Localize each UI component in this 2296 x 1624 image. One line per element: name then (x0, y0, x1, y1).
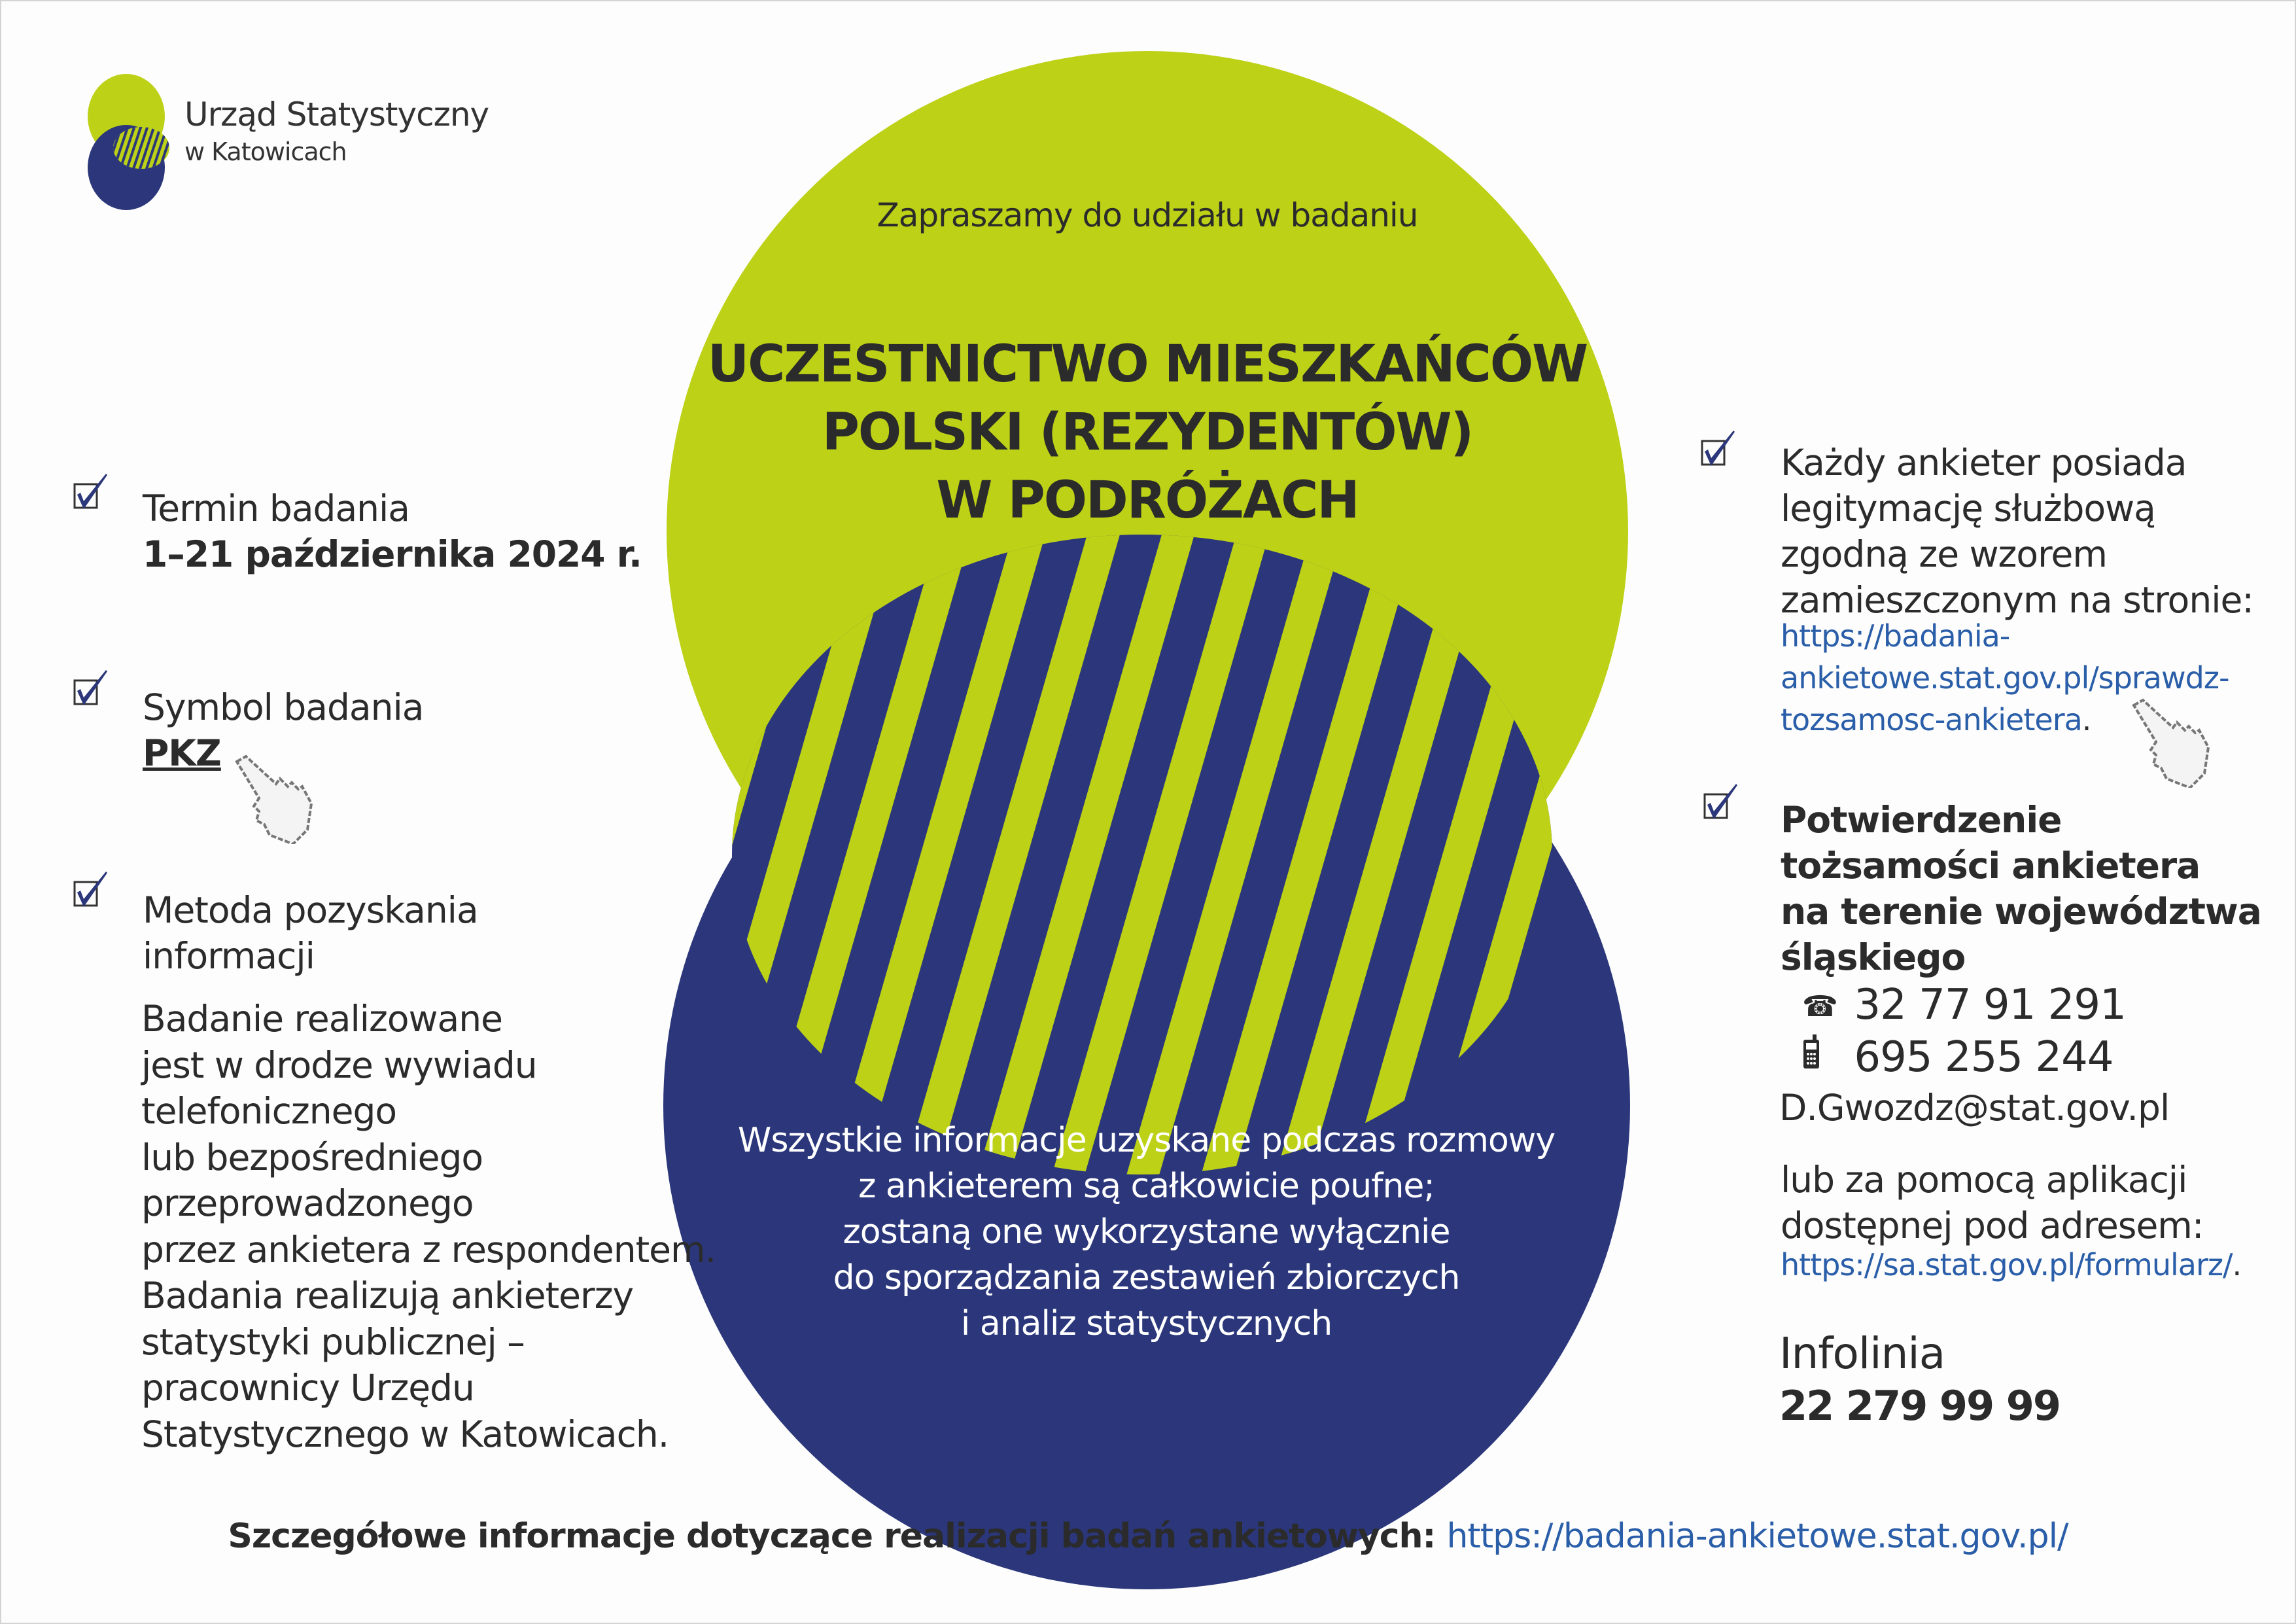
app-info-line: dostępnej pod adresem: (1781, 1205, 2204, 1246)
method-line: Badanie realizowane (141, 998, 502, 1040)
landline-row (1802, 979, 2126, 1033)
method-line: telefonicznego (141, 1090, 397, 1132)
id-card-line: legitymację służbową (1781, 487, 2155, 529)
term-label: Termin badania (143, 487, 410, 529)
method-line: lub bezpośredniego (141, 1136, 483, 1178)
mobile-phone-icon (1802, 1033, 1841, 1086)
logo-mark (88, 74, 190, 210)
id-card-info (1781, 440, 2253, 623)
symbol-value: PKZ (143, 732, 221, 774)
survey-title (667, 330, 1628, 535)
app-link-row (1781, 1247, 2241, 1282)
confirm-title-line: na terenie województwa (1781, 891, 2261, 932)
id-card-line: zamieszczonym na stronie: (1781, 579, 2253, 621)
method-line: przeprowadzonego (141, 1182, 474, 1224)
link-period: . (2232, 1247, 2242, 1282)
confidentiality-line: Wszystkie informacje uzyskane podczas rozmowy (737, 1121, 1556, 1160)
confidentiality-line: zostaną one wykorzystane wyłącznie (843, 1212, 1450, 1252)
logo-subtitle: w Katowicach (184, 137, 347, 166)
confidentiality-line: z ankieterem są całkowicie poufne; (858, 1167, 1435, 1206)
verify-identity-link-line[interactable]: ankietowe.stat.gov.pl/sprawdz- (1781, 660, 2229, 696)
method-line: jest w drodze wywiadu (141, 1044, 537, 1086)
landline-number[interactable]: 32 77 91 291 (1854, 981, 2126, 1029)
logo-title: Urząd Statystyczny (184, 96, 489, 133)
confirm-identity-title (1781, 797, 2261, 980)
verify-identity-link-line[interactable]: https://badania- (1781, 618, 2010, 654)
method-label-line: Metoda pozyskania (143, 889, 478, 931)
survey-title-line: W PODRÓŻACH (936, 471, 1359, 530)
method-description (141, 996, 716, 1457)
method-line: przez ankietera z respondentem. (141, 1228, 716, 1271)
id-card-line: Każdy ankieter posiada (1781, 442, 2187, 484)
method-line: Badania realizują ankieterzy (141, 1275, 634, 1316)
contact-email[interactable]: D.Gwozdz@stat.gov.pl (1779, 1087, 2170, 1129)
method-line: pracownicy Urzędu (141, 1367, 474, 1409)
confidentiality-line: i analiz statystycznych (960, 1304, 1332, 1343)
telephone-icon: ☎ (1802, 990, 1837, 1024)
app-info-line: lub za pomocą aplikacji (1781, 1159, 2187, 1201)
infoline-label: Infolinia (1779, 1328, 1945, 1379)
confirm-title-line: tożsamości ankietera (1781, 845, 2200, 887)
method-line: statystyki publicznej – (141, 1320, 525, 1363)
checkbox-checked-icon (73, 472, 115, 518)
confirm-title-line: śląskiego (1781, 936, 1966, 978)
checkbox-checked-icon (1701, 429, 1743, 475)
id-card-line: zgodną ze wzorem (1781, 533, 2107, 575)
term-value: 1–21 października 2024 r. (143, 533, 642, 575)
survey-title-line: UCZESTNICTWO MIESZKAŃCÓW (707, 335, 1588, 394)
symbol-label: Symbol badania (143, 686, 424, 728)
mobile-number[interactable]: 695 255 244 (1854, 1033, 2113, 1082)
invite-text: Zapraszamy do udziału w badaniu (877, 196, 1418, 234)
method-label-line: informacji (143, 935, 315, 977)
footer-note (0, 1517, 2296, 1556)
confirm-title-line: Potwierdzenie (1781, 799, 2062, 841)
mobile-row (1802, 1031, 2113, 1086)
survey-title-line: POLSKI (REZYDENTÓW) (822, 403, 1473, 462)
checkbox-checked-icon (73, 870, 115, 916)
link-period: . (2081, 702, 2091, 737)
footer-link[interactable]: https://badania-ankietowe.stat.gov.pl/ (1446, 1517, 2068, 1556)
confidentiality-line: do sporządzania zestawień zbiorczych (833, 1258, 1460, 1297)
pointing-hand-cursor-icon (2127, 696, 2225, 788)
app-form-link[interactable]: https://sa.stat.gov.pl/formularz/ (1781, 1247, 2233, 1282)
infoline-number[interactable]: 22 279 99 99 (1779, 1382, 2061, 1430)
confidentiality-note (663, 1118, 1629, 1347)
verify-identity-link-line[interactable]: tozsamosc-ankietera (1781, 702, 2082, 737)
app-info (1781, 1157, 2203, 1248)
method-label (143, 887, 478, 979)
checkbox-checked-icon (73, 669, 115, 715)
checkbox-checked-icon (1703, 783, 1745, 828)
footer-text: Szczegółowe informacje dotyczące realizacji badań ankietowych: (228, 1517, 1447, 1556)
method-line: Statystycznego w Katowicach. (141, 1413, 669, 1455)
pointing-hand-cursor-icon (230, 752, 328, 844)
